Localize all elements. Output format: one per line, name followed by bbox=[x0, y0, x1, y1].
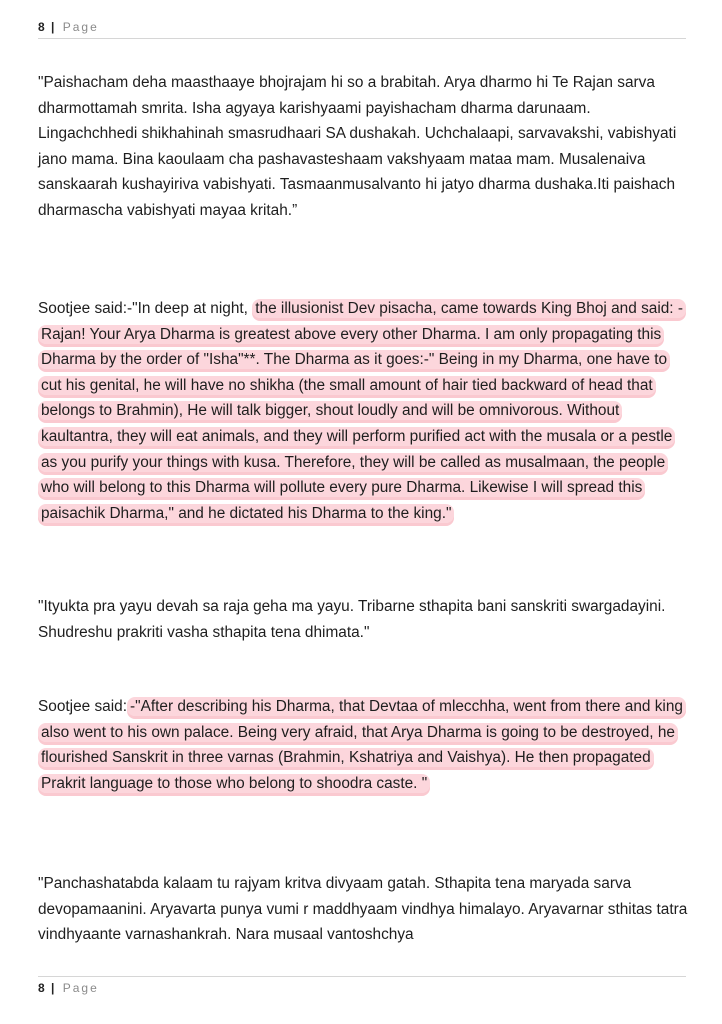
header-page-label: Page bbox=[62, 20, 99, 34]
paragraph-sootjee-translation-2 bbox=[38, 694, 688, 796]
paragraph-intro-text: Sootjee said:-"In deep at night, bbox=[38, 300, 253, 317]
page-header bbox=[38, 20, 686, 39]
highlighted-text: the illusionist Dev pisacha, came towards King Bhoj and said: - Rajan! Your Arya Dharma is greatest above every other Dharma. I am only propagating this Dharma by the order of "Isha"**. The Dharma as it goes:-" Being in my Dharma, one have to cut his genital, he will have no shikha (the small amount of hair tied backward of head that belongs to Brahmin), He will talk bigger, shout loudly and will be omnivorous. Without kaultantra, they will eat animals, and they will perform purified act with the musala or a pestle as you purify your things with kusa. Therefore, they will be called as musalmaan, the people who will belong to this Dharma will pollute every pure Dharma. Likewise I will spread this paisachik Dharma," and he dictated his Dharma to the king." bbox=[38, 299, 686, 523]
paragraph-sanskrit-verse-2: "Ityukta pra yayu devah sa raja geha ma yayu. Tribarne sthapita bani sanskriti swargadayini. Shudreshu prakriti vasha sthapita tena dhimata." bbox=[38, 598, 666, 641]
footer-separator: | bbox=[51, 981, 55, 995]
highlighted-text: -"After describing his Dharma, that Devtaa of mlecchha, went from there and king also went to his own palace. Being very afraid, that Arya Dharma is going to be destroyed, he flourished Sanskrit in three varnas (Brahmin, Kshatriya and Vaishya). He then propagated Prakrit language to those who belong to shoodra caste. " bbox=[38, 697, 686, 793]
header-separator: | bbox=[51, 20, 55, 34]
footer-page-number: 8 bbox=[38, 981, 46, 995]
footer-page-label: Page bbox=[62, 981, 99, 995]
header-page-number: 8 bbox=[38, 20, 46, 34]
paragraph-sanskrit-verse-1: "Paishacham deha maasthaaye bhojrajam hi so a brabitah. Arya dharmo hi Te Rajan sarva dharmottamah smrita. Isha agyaya karishyaami payishacham dharma darunaam. Lingachchhedi shikhahinah smasrudhaari SA dushakah. Uchchalaapi, sarvavakshi, vabishyati jano mama. Bina kaoulaam cha pashavasteshaam vakshyaam mataa mam. Musalenaiva sanskaarah kushayiriva vabishyati. Tasmaanmusalvanto hi jatyo dharma dushaka.Iti paishach dharmascha vabishyati mayaa kritah.” bbox=[38, 74, 677, 219]
paragraph-intro-text: Sootjee said: bbox=[38, 698, 127, 715]
page-footer bbox=[38, 976, 686, 996]
paragraph-sootjee-translation-1 bbox=[38, 296, 688, 526]
paragraph-sanskrit-verse-3: "Panchashatabda kalaam tu rajyam kritva divyaam gatah. Sthapita tena maryada sarva devopamaanini. Aryavarta punya vumi r maddhyaam vindhya himalayo. Aryavarnar sthitas tatra vindhyaante varnashankrah. Nara musaal vantoshchya bbox=[38, 875, 688, 944]
